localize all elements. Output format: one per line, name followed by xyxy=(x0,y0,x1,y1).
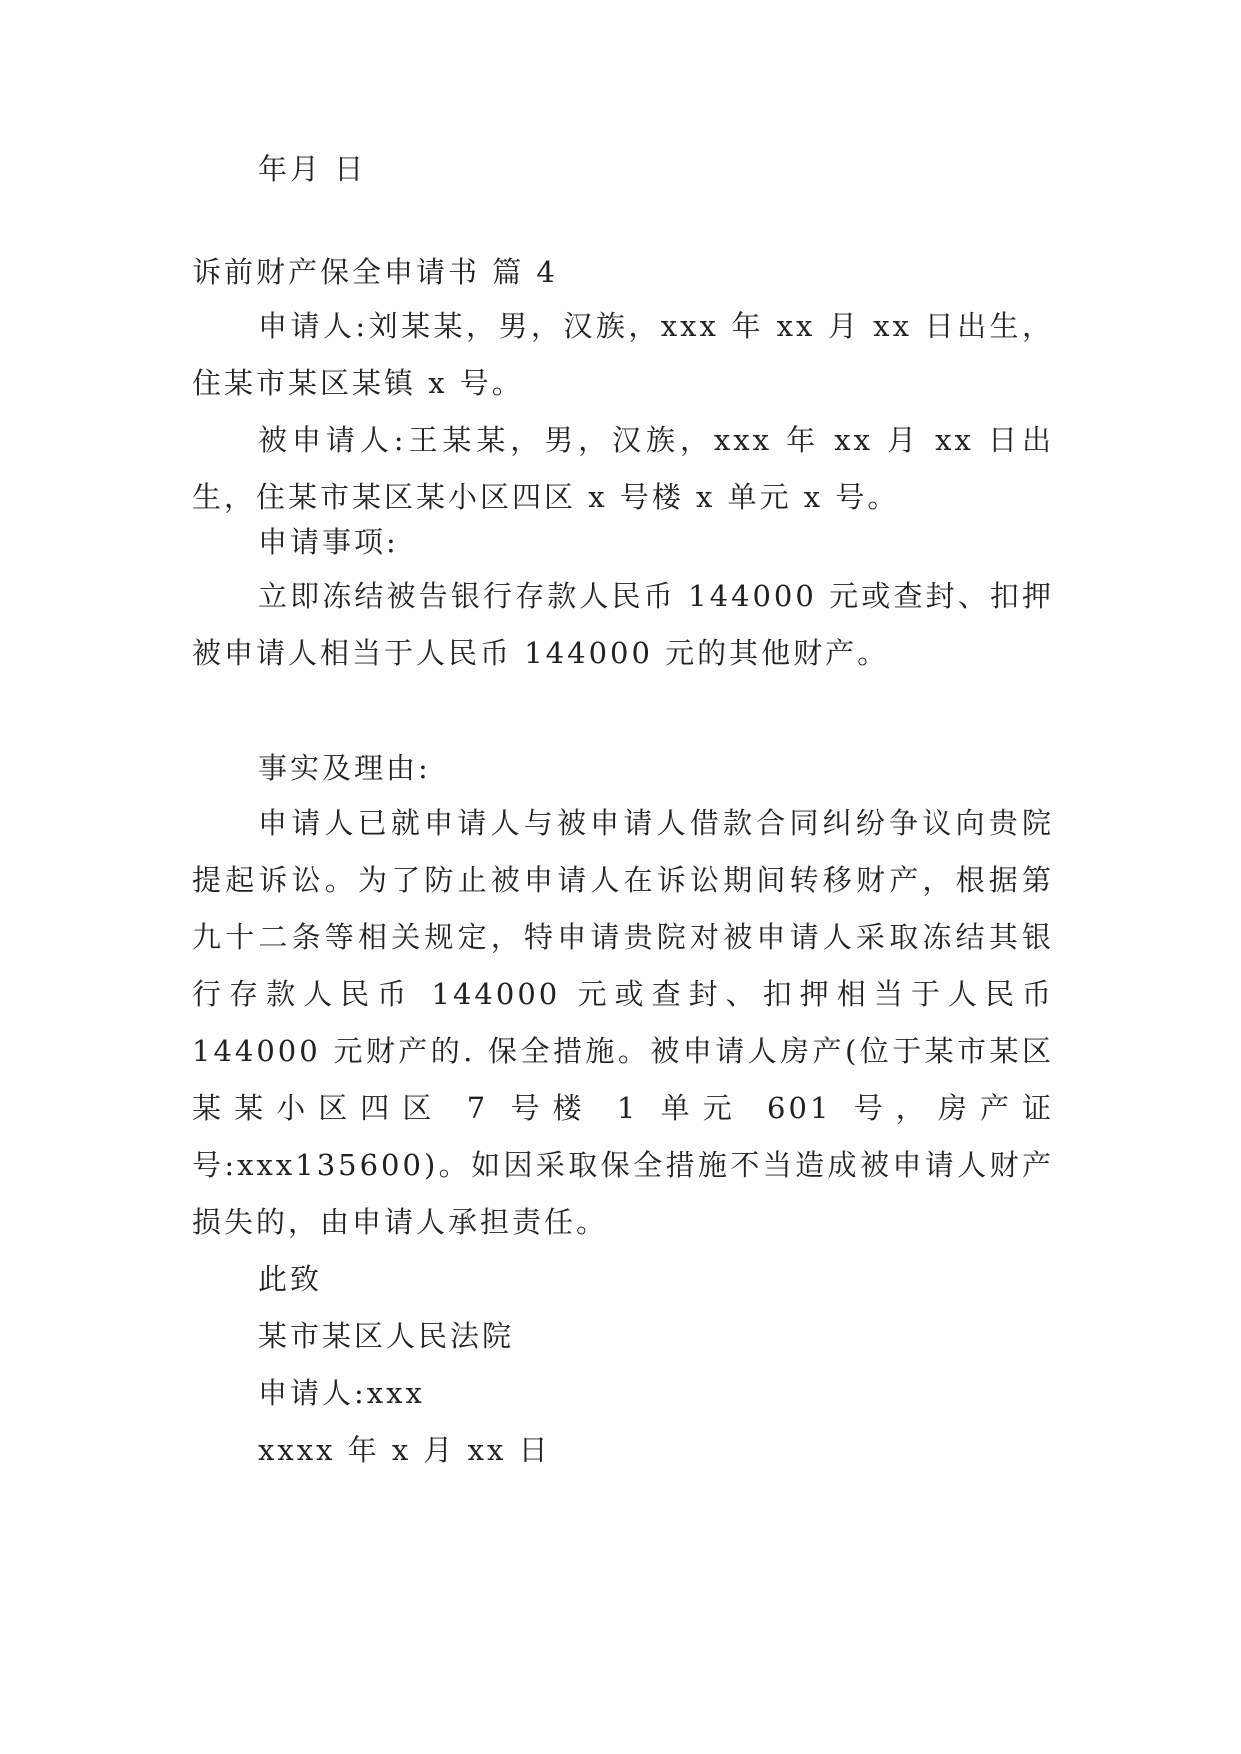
facts-paragraph: 申请人已就申请人与被申请人借款合同纠纷争议向贵院提起诉讼。为了防止被申请人在诉讼期间转移财产，根据第九十二条等相关规定，特申请贵院对被申请人采取冻结其银行存款人民币 144000 元或查封、扣押相当于人民币 144000 元财产的. 保全措施。被申请人房产(位于某市某区某某小区四区 7 号楼 1 单元 601 号，房产证号:xxx135600)。如因采取保全措施不当造成被申请人财产损失的，由申请人承担责任。 xyxy=(192,806,1054,1239)
closing-text: 此致 xyxy=(258,1262,323,1296)
applicant-paragraph: 申请人:刘某某，男，汉族，xxx 年 xx 月 xx 日出生，住某市某区某镇 x 号。 xyxy=(192,309,1054,400)
section-title: 诉前财产保全申请书 篇 4 xyxy=(192,255,558,289)
facts-heading: 事实及理由: xyxy=(258,751,431,785)
request-paragraph: 立即冻结被告银行存款人民币 144000 元或查封、扣押被申请人相当于人民币 144000 元的其他财产。 xyxy=(192,579,1054,670)
request-heading: 申请事项: xyxy=(258,525,399,559)
signature-line: 申请人:xxx xyxy=(258,1376,425,1410)
date-bottom: xxxx 年 x 月 xx 日 xyxy=(258,1433,551,1467)
respondent-paragraph: 被申请人:王某某，男，汉族，xxx 年 xx 月 xx 日出生，住某市某区某小区四区 x 号楼 x 单元 x 号。 xyxy=(192,423,1054,514)
court-name: 某市某区人民法院 xyxy=(258,1319,515,1353)
date-top: 年月 日 xyxy=(258,152,367,186)
